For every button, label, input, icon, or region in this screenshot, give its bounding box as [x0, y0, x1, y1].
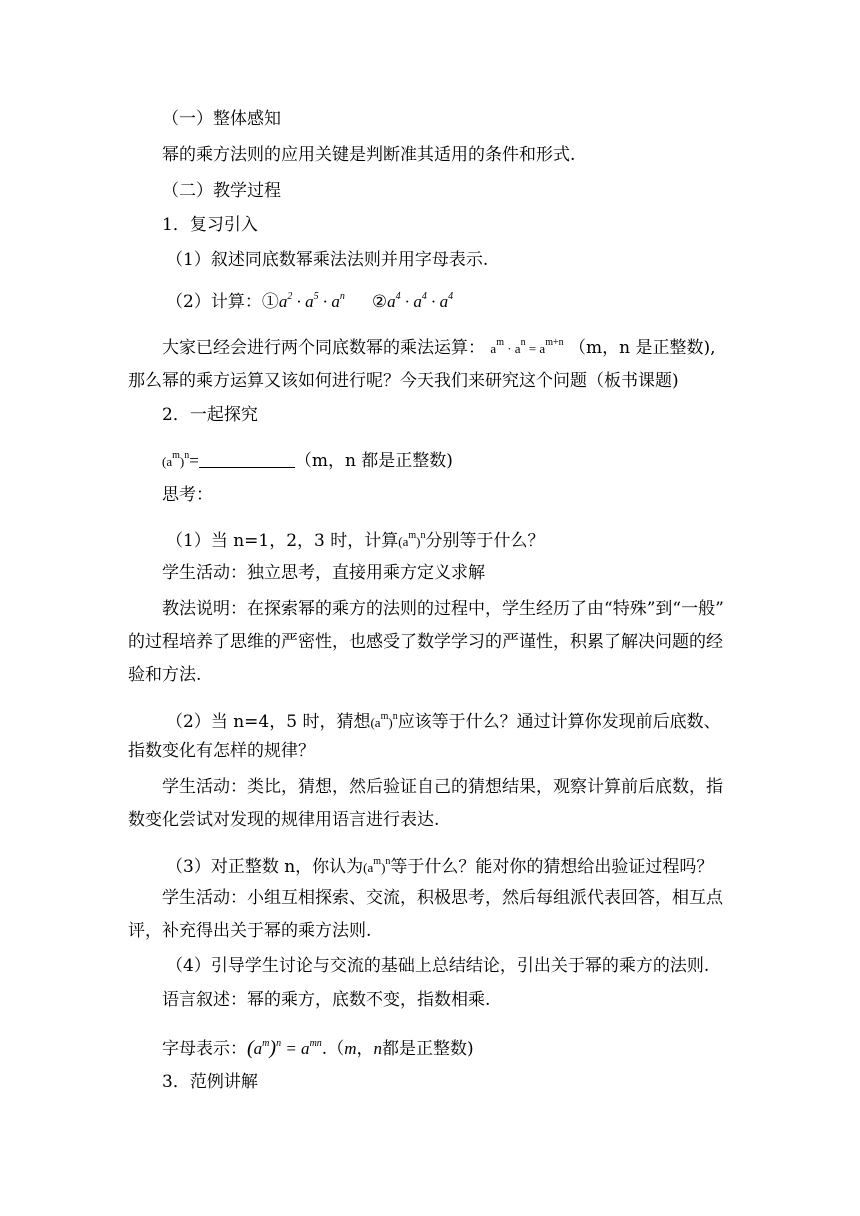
paragraph-1-line-2: 那么幂的乘方运算又该如何进行呢？今天我们来研究这个问题（板书课题): [128, 371, 679, 391]
activity-2-line-1: 学生活动：类比，猜想，然后验证自己的猜想结果，观察计算前后底数，指: [162, 777, 723, 797]
section-heading-overview: （一）整体感知: [162, 109, 281, 129]
step-3-heading: 3．范例讲解: [162, 1072, 258, 1092]
review-item-2: [166, 286, 453, 313]
question-2-line-2: 指数变化有怎样的规律？: [128, 741, 315, 761]
symbolic-label: 字母表示：: [162, 1039, 247, 1059]
question-1-text-a: （1）当 n=1，2，3 时，计算: [166, 531, 399, 551]
intro-paragraph: 幂的乘方法则的应用关键是判断准其适用的条件和形式.: [162, 145, 576, 165]
activity-3-line-1: 学生活动：小组互相探索、交流，积极思考，然后每组派代表回答，相互点: [162, 888, 723, 908]
activity-1: 学生活动：独立思考，直接用乘方定义求解: [162, 563, 485, 583]
symbolic-separator: ，: [356, 1039, 374, 1059]
symbolic-text-b: .（: [321, 1039, 345, 1059]
review-item-2-label: （2）计算：: [166, 292, 262, 312]
question-3: [166, 851, 713, 879]
question-1: [166, 525, 545, 553]
circle-2-marker: ②: [371, 292, 388, 312]
method-note-line-3: 验和方法.: [128, 665, 202, 685]
think-label: 思考：: [162, 485, 213, 505]
circle-1-marker: ①: [261, 292, 279, 312]
variable-n: n: [373, 1039, 382, 1058]
variable-m: m: [344, 1039, 357, 1058]
paragraph-1-text-b: （m，n 是正整数),: [569, 338, 716, 358]
review-item-1: （1）叙述同底数幂乘法法则并用字母表示.: [166, 250, 489, 270]
expression-2: $a^4 \cdot a^4 \cdot a^4$: [387, 291, 454, 311]
power-of-power-expression: $(a^m)^n$: [398, 530, 426, 549]
paragraph-1-text-a: 大家已经会进行两个同底数幂的乘法运算：: [162, 338, 485, 358]
explore-condition: （m，n 都是正整数): [294, 451, 453, 471]
symbolic-text-c: 都是正整数): [381, 1039, 474, 1059]
paragraph-1-line-1: [162, 332, 716, 360]
step-2-heading: 2．一起探究: [162, 405, 258, 425]
explore-equation: [162, 445, 453, 473]
power-of-power-rule-formula: $(a^m)^n = a^{mn}$: [247, 1037, 322, 1059]
same-base-product-formula: $a^m \cdot a^n = a^{m+n}$: [490, 337, 564, 356]
question-3-text-a: （3）对正整数 n，你认为: [166, 857, 364, 877]
question-1-text-b: 分别等于什么？: [425, 531, 545, 551]
question-4: （4）引导学生讨论与交流的基础上总结结论，引出关于幂的乘方的法则.: [166, 956, 710, 976]
verbal-statement: 语言叙述：幂的乘方，底数不变，指数相乘.: [162, 990, 491, 1010]
expression-1: $a^2 \cdot a^5 \cdot a^n$: [278, 291, 345, 311]
question-2-text-b: 应该等于什么？通过计算你发现前后底数、: [397, 712, 721, 732]
power-of-power-expression: $(a^m)^n$: [370, 711, 398, 730]
equals-sign: =: [189, 451, 199, 470]
answer-blank: [199, 453, 295, 468]
step-1-heading: 1．复习引入: [162, 215, 258, 235]
method-note-line-2: 的过程培养了思维的严密性，也感受了数学学习的严谨性，积累了解决问题的经: [128, 632, 723, 652]
method-note-line-1: 教法说明：在探索幂的乘方的法则的过程中，学生经历了由“特殊”到“一般”: [162, 599, 724, 619]
question-3-text-b: 等于什么？能对你的猜想给出验证过程吗？: [390, 857, 714, 877]
symbolic-statement: [162, 1033, 474, 1060]
question-2-line-1: [166, 706, 721, 734]
question-2-text-a: （2）当 n=4，5 时，猜想: [166, 712, 371, 732]
activity-3-line-2: 评，补充得出关于幂的乘方法则.: [128, 921, 372, 941]
power-of-power-expression: $(a^m)^n$: [363, 856, 391, 875]
section-heading-process: （二）教学过程: [162, 181, 281, 201]
activity-2-line-2: 数变化尝试对发现的规律用语言进行表达.: [128, 810, 440, 830]
power-of-power-expression: $(a^m)^n$: [162, 450, 190, 469]
